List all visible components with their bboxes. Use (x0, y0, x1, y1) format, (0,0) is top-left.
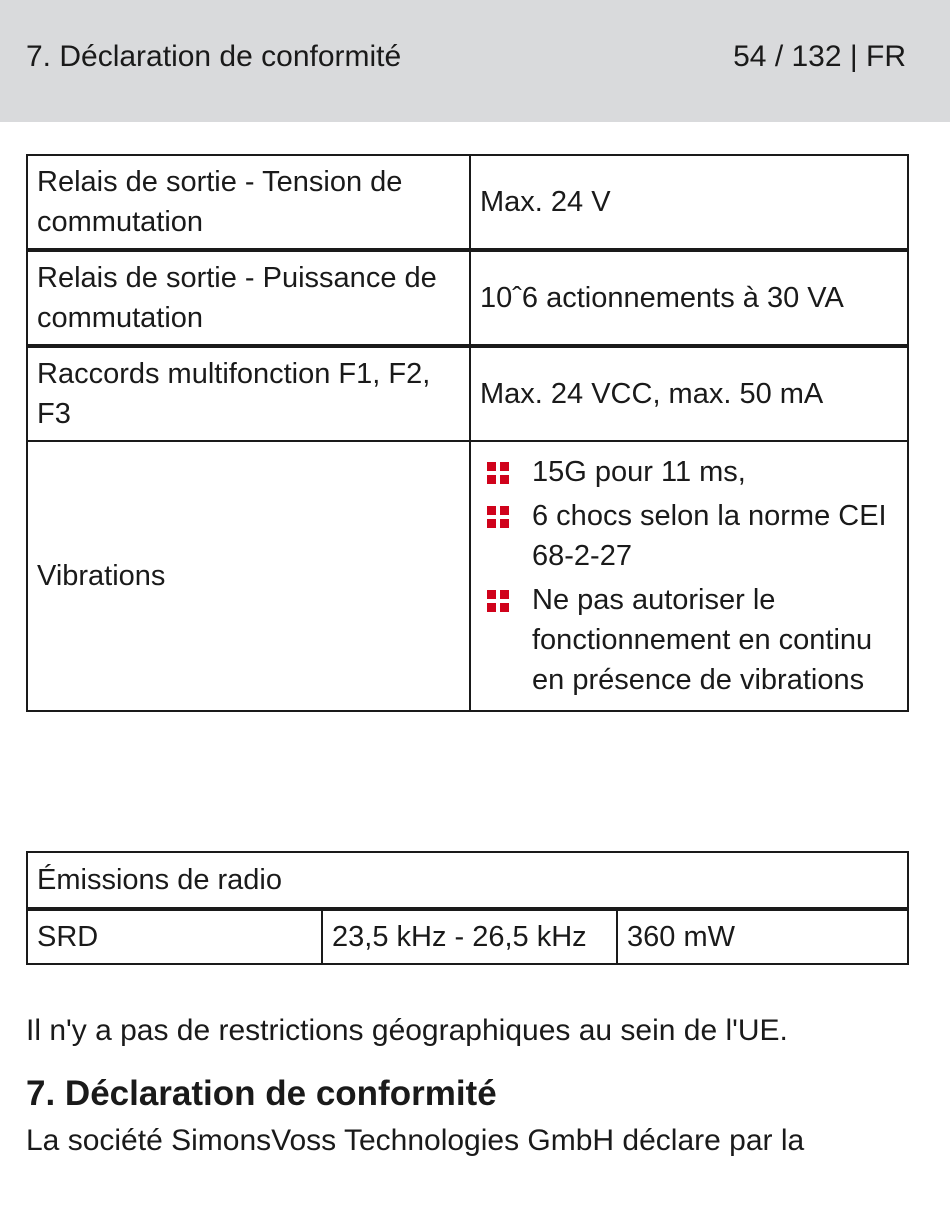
list-item (480, 580, 898, 700)
red-square-bullet-icon (487, 590, 509, 612)
header-title: 7. Déclaration de conformité (26, 40, 402, 73)
geographic-note: Il n'y a pas de restrictions géographiques au sein de l'UE. (26, 1014, 788, 1047)
radio-power: 360 mW (617, 909, 908, 964)
vibrations-value (470, 441, 908, 711)
list-item-text: Ne pas autoriser le fonctionnement en continu en présence de vibrations (532, 584, 873, 696)
page-header (0, 0, 950, 122)
page-number: 54 / 132 | FR (733, 40, 906, 73)
table-header-row (27, 852, 908, 909)
radio-type: SRD (27, 909, 322, 964)
spec-label: Relais de sortie - Puissance de commutation (27, 250, 470, 346)
vibrations-list (480, 452, 898, 700)
spec-label: Vibrations (27, 441, 470, 711)
spec-value: Max. 24 V (470, 155, 908, 250)
spec-label: Relais de sortie - Tension de commutation (27, 155, 470, 250)
list-item-text: 15G pour 11 ms, (532, 456, 746, 488)
spec-value: 10ˆ6 actionnements à 30 VA (470, 250, 908, 346)
list-item-text: 6 chocs selon la norme CEI 68-2-27 (532, 500, 887, 572)
list-item (480, 452, 898, 492)
spec-value: Max. 24 VCC, max. 50 mA (470, 346, 908, 441)
table-row (27, 441, 908, 711)
red-square-bullet-icon (487, 506, 509, 528)
table-row (27, 909, 908, 964)
section-heading: 7. Déclaration de conformité (26, 1074, 497, 1113)
list-item (480, 496, 898, 576)
radio-emissions-table (26, 851, 909, 965)
specifications-table (26, 154, 909, 712)
section-body-text: La société SimonsVoss Technologies GmbH déclare par la (26, 1124, 805, 1157)
table-row (27, 346, 908, 441)
radio-frequency: 23,5 kHz - 26,5 kHz (322, 909, 617, 964)
red-square-bullet-icon (487, 462, 509, 484)
table-row (27, 250, 908, 346)
spec-label: Raccords multifonction F1, F2, F3 (27, 346, 470, 441)
radio-table-title: Émissions de radio (27, 852, 908, 909)
table-row (27, 155, 908, 250)
